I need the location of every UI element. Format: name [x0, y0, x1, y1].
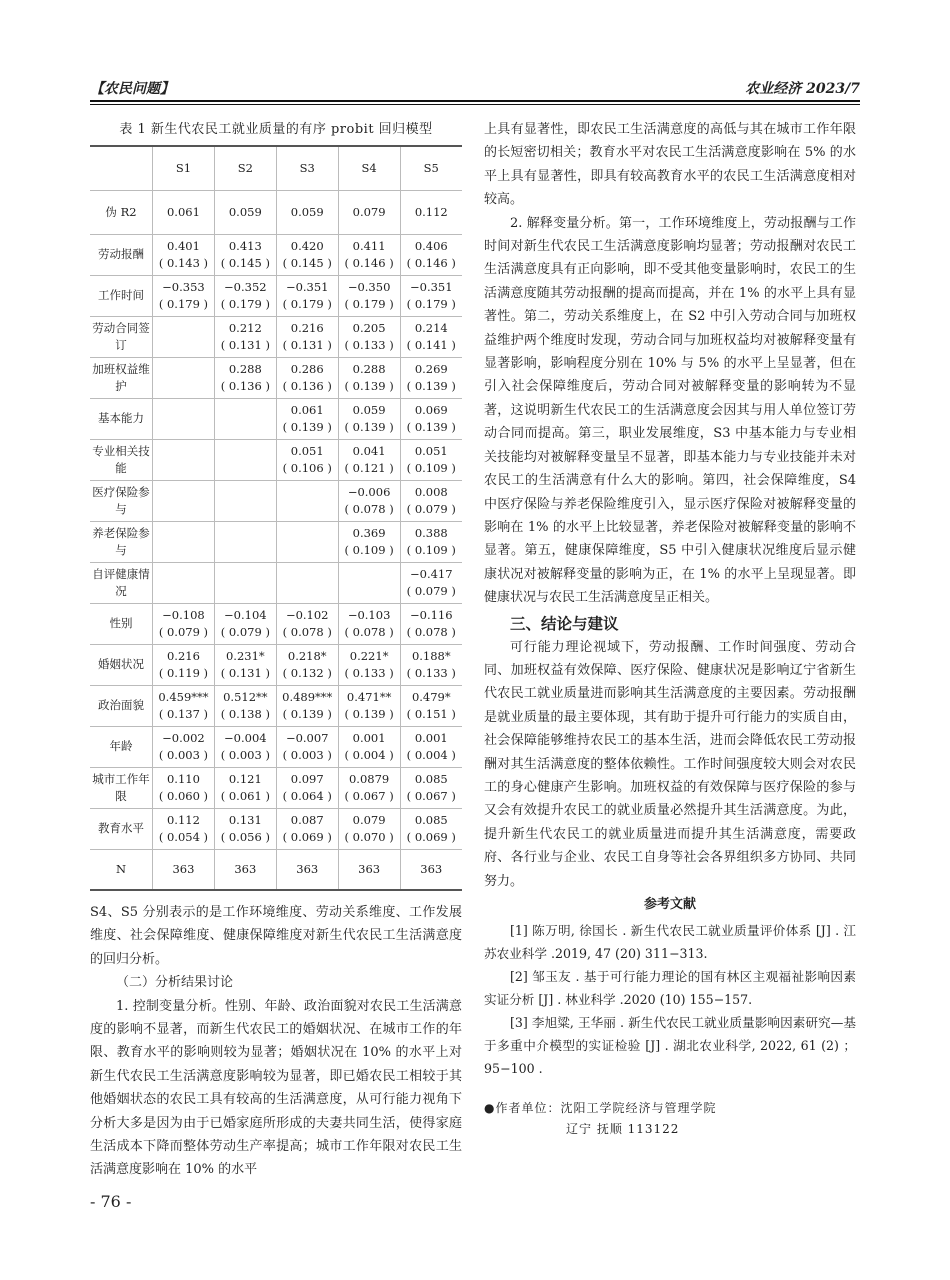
reference-item: [3] 李旭粱, 王华丽 . 新生代农民工就业质量影响因素研究—基于多重中介模型的实证检验 [J] . 湖北农业科学, 2022, 61 (2) ；95−100 . [484, 1015, 856, 1076]
table-cell [214, 316, 276, 357]
table-cell [400, 398, 462, 439]
author-affiliation [484, 1098, 856, 1140]
standard-error: ( 0.054 ) [158, 829, 209, 844]
table-cell [153, 357, 215, 398]
table-cell [214, 190, 276, 234]
coefficient: 0.097 [290, 771, 324, 786]
coefficient: 0.061 [166, 204, 200, 219]
row-label: 性别 [90, 603, 153, 644]
table-row [90, 767, 462, 808]
paragraph: 可行能力理论视域下，劳动报酬、工作时间强度、劳动合同、加班权益有效保障、医疗保险、健康状况是影响辽宁省新生代农民工就业质量进而影响其生活满意度的主要因素。劳动报酬是就业质量的最主要体现，其有助于提升可行能力的实质自由，社会保障能够维持农民工的基本生活，进而会降低农民工劳动报酬对其生活满意度的整体依赖性。工作时间强度较大则会对农民工的身心健康产生影响。加班权益的有效保障与医疗保险的参与又会有效提升农民工的就业质量必然提升其生活满意度。为此，提升新生代农民工的就业质量进而提升其生活满意度，需要政府、各行业与企业、农民工自身等社会各界组织多方协同、共同努力。 [484, 639, 856, 889]
row-label: 基本能力 [90, 398, 153, 439]
coefficient: 0.079 [352, 204, 386, 219]
author-address: 辽宁 抚顺 113122 [566, 1122, 680, 1136]
table-cell [338, 644, 400, 685]
table-row [90, 521, 462, 562]
bullet-icon: ● [484, 1101, 496, 1115]
coefficient: 0.286 [290, 361, 324, 376]
table-cell [400, 726, 462, 767]
table-cell [338, 603, 400, 644]
standard-error: ( 0.109 ) [406, 542, 456, 557]
standard-error: ( 0.079 ) [406, 583, 456, 598]
standard-error: ( 0.141 ) [406, 337, 456, 352]
table-cell [276, 603, 338, 644]
coefficient: 363 [296, 861, 319, 876]
table-row [90, 398, 462, 439]
table-cell [214, 357, 276, 398]
table-cell [276, 644, 338, 685]
table-cell [214, 644, 276, 685]
standard-error: ( 0.079 ) [158, 624, 209, 639]
coefficient: −0.352 [224, 279, 267, 294]
table-row [90, 808, 462, 849]
table-header-row [90, 146, 462, 190]
regression-table [90, 145, 462, 891]
coefficient: −0.351 [410, 279, 453, 294]
coefficient: 0.369 [352, 525, 386, 540]
coefficient: −0.004 [224, 730, 267, 745]
coefficient: 0.459*** [158, 689, 209, 704]
coefficient: 0.401 [166, 238, 200, 253]
standard-error: ( 0.079 ) [406, 501, 456, 516]
standard-error: ( 0.078 ) [344, 624, 394, 639]
table-cell [153, 190, 215, 234]
row-label: 工作时间 [90, 275, 153, 316]
paragraph: 1. 控制变量分析。性别、年龄、政治面貌对农民工生活满意度的影响不显著，而新生代农民工的婚姻状况、在城市工作的年限、教育水平的影响则较为显著；婚姻状况在 10% 的水平上对新生代农民工生活满意度影响较为显著，即已婚农民工相较于其他婚姻状态的农民工具有较高的生活满意度，从可行能力视角下分析大多是因为由于已婚家庭所形成的夫妻共同生活，使得家庭生活成本下降而整体劳动生产率提高；城市工作年限对农民工生活满意度影响在 10% 的水平 [90, 998, 462, 1178]
standard-error: ( 0.133 ) [406, 665, 456, 680]
standard-error: ( 0.136 ) [282, 378, 332, 393]
table-cell [153, 808, 215, 849]
coefficient: −0.417 [410, 566, 453, 581]
coefficient: 0.489*** [282, 689, 333, 704]
standard-error: ( 0.070 ) [344, 829, 394, 844]
header-rule-thin [90, 104, 860, 105]
table-cell [276, 234, 338, 275]
table-title: 表 1 新生代农民工就业质量的有序 probit 回归模型 [119, 122, 433, 137]
table-header-cell: S5 [400, 146, 462, 190]
table-cell [400, 767, 462, 808]
table-cell [338, 808, 400, 849]
page-number: - 76 - [90, 1192, 132, 1211]
standard-error: ( 0.109 ) [406, 460, 456, 475]
coefficient: 0.110 [166, 771, 200, 786]
standard-error: ( 0.136 ) [220, 378, 270, 393]
table-cell [153, 562, 215, 603]
row-label: 专业相关技能 [90, 439, 153, 480]
left-column [90, 118, 462, 1182]
table-cell [214, 849, 276, 890]
table-cell [153, 398, 215, 439]
coefficient: 363 [358, 861, 381, 876]
standard-error: ( 0.138 ) [220, 706, 270, 721]
standard-error: ( 0.139 ) [344, 706, 394, 721]
coefficient: 0.112 [414, 204, 448, 219]
table-cell [276, 190, 338, 234]
standard-error: ( 0.132 ) [282, 665, 332, 680]
standard-error: ( 0.067 ) [344, 788, 394, 803]
table-cell [338, 275, 400, 316]
standard-error: ( 0.131 ) [220, 337, 270, 352]
table-row [90, 685, 462, 726]
coefficient: 0.0879 [348, 771, 390, 786]
standard-error: ( 0.064 ) [282, 788, 332, 803]
standard-error: ( 0.137 ) [158, 706, 209, 721]
row-label: 劳动报酬 [90, 234, 153, 275]
coefficient: 0.188* [411, 648, 451, 663]
table-cell [276, 685, 338, 726]
table-row [90, 275, 462, 316]
table-cell [214, 808, 276, 849]
standard-error: ( 0.109 ) [344, 542, 394, 557]
row-label: 自评健康情况 [90, 562, 153, 603]
table-cell [153, 234, 215, 275]
table-row [90, 562, 462, 603]
coefficient: 0.085 [414, 812, 448, 827]
table-cell [276, 439, 338, 480]
coefficient: 0.288 [352, 361, 386, 376]
standard-error: ( 0.004 ) [344, 747, 394, 762]
table-cell [338, 439, 400, 480]
running-header [90, 78, 860, 100]
standard-error: ( 0.079 ) [220, 624, 270, 639]
table-cell [400, 849, 462, 890]
table-cell [400, 644, 462, 685]
coefficient: 0.218* [287, 648, 327, 663]
row-label: 伪 R2 [90, 190, 153, 234]
table-cell [214, 439, 276, 480]
paragraph: 2. 解释变量分析。第一，工作环境维度上，劳动报酬与工作时间对新生代农民工生活满意度影响均显著；劳动报酬对农民工生活满意度具有正向影响，即不受其他变量影响时，农民工的生活满意度随其劳动报酬的提高而提高，并在 1% 的水平上具有显著性。第二，劳动关系维度上，在 S2 中引入劳动合同与加班权益维护两个维度时发现，劳动合同与加班权益均对被解释变量有显著影响，影响程度分别在 10% 与 5% 的水平上呈显著，但在引入社会保障维度后，劳动合同对被解释变量的影响转为不显著，这说明新生代农民工的生活满意度会因其与用人单位签订劳动合同而提高。第三，职业发展维度，S3 中基本能力与专业相关技能均对被解释变量呈不显著，即基本能力与专业技能并未对农民工的生活满意有什么大的影响。第四，社会保障维度，S4 中医疗保险与养老保险维度引入，显示医疗保险对被解释变量的影响在 1% 的水平上比较显著，养老保险对被解释变量的影响不显著。第五，健康保障维度，S5 中引入健康状况维度后显示健康状况对被解释变量的影响为正，在 1% 的水平上呈现显著。即健康状况与农民工生活满意度呈正相关。 [484, 215, 856, 606]
paragraph: 上具有显著性，即农民工生活满意度的高低与其在城市工作年限的长短密切相关；教育水平对农民工生活满意度影响在 5% 的水平上具有显著性，即具有较高教育水平的农民工生活满意度相对较高。 [484, 122, 856, 208]
column-tag: 【农民问题】 [90, 81, 174, 97]
table-row [90, 644, 462, 685]
table-row [90, 190, 462, 234]
table-cell [276, 562, 338, 603]
coefficient: 0.001 [352, 730, 386, 745]
coefficient: 0.413 [228, 238, 262, 253]
table-cell [276, 398, 338, 439]
row-label: 养老保险参与 [90, 521, 153, 562]
header-rule [90, 100, 860, 102]
table-cell [400, 521, 462, 562]
coefficient: 0.079 [352, 812, 386, 827]
standard-error: ( 0.151 ) [406, 706, 456, 721]
table-cell [338, 726, 400, 767]
standard-error: ( 0.139 ) [282, 706, 332, 721]
table-header-cell: S3 [276, 146, 338, 190]
row-label: 教育水平 [90, 808, 153, 849]
section-heading: 三、结论与建议 [510, 614, 619, 633]
standard-error: ( 0.056 ) [220, 829, 270, 844]
table-cell [153, 767, 215, 808]
paragraph: S4、S5 分别表示的是工作环境维度、劳动关系维度、工作发展维度、社会保障维度、健康保障维度对新生代农民工生活满意度的回归分析。 [90, 905, 462, 967]
coefficient: 0.008 [414, 484, 448, 499]
table-cell [276, 357, 338, 398]
coefficient: 0.061 [290, 402, 324, 417]
table-row [90, 234, 462, 275]
table-cell [338, 480, 400, 521]
coefficient: −0.007 [285, 730, 329, 745]
reference-item: [2] 邹玉友 . 基于可行能力理论的国有林区主观福祉影响因素实证分析 [J] . 林业科学 .2020 (10) 155−157. [484, 969, 856, 1007]
table-cell [338, 849, 400, 890]
standard-error: ( 0.069 ) [282, 829, 332, 844]
coefficient: 0.411 [352, 238, 386, 253]
table-cell [338, 398, 400, 439]
table-cell [214, 767, 276, 808]
standard-error: ( 0.143 ) [158, 255, 209, 270]
table-cell [214, 398, 276, 439]
coefficient: 0.087 [290, 812, 324, 827]
author-unit: 作者单位：沈阳工学院经济与管理学院 [495, 1101, 717, 1115]
standard-error: ( 0.145 ) [282, 255, 332, 270]
table-header-cell: S2 [214, 146, 276, 190]
coefficient: 363 [234, 861, 257, 876]
subheading: （二）分析结果讨论 [116, 975, 234, 991]
table-cell [153, 480, 215, 521]
table-cell [338, 357, 400, 398]
standard-error: ( 0.078 ) [282, 624, 332, 639]
row-label: 婚姻状况 [90, 644, 153, 685]
standard-error: ( 0.003 ) [158, 747, 209, 762]
standard-error: ( 0.078 ) [406, 624, 456, 639]
table-cell [153, 275, 215, 316]
table-cell [400, 439, 462, 480]
standard-error: ( 0.061 ) [220, 788, 270, 803]
table-cell [153, 685, 215, 726]
table-cell [153, 849, 215, 890]
coefficient: 0.406 [414, 238, 448, 253]
table-cell [214, 562, 276, 603]
coefficient: 0.131 [228, 812, 262, 827]
table-cell [400, 562, 462, 603]
table-cell [400, 190, 462, 234]
table-row [90, 439, 462, 480]
standard-error: ( 0.133 ) [344, 665, 394, 680]
standard-error: ( 0.179 ) [344, 296, 394, 311]
coefficient: 0.231* [225, 648, 265, 663]
table-cell [276, 767, 338, 808]
table-cell [214, 480, 276, 521]
table-cell [276, 480, 338, 521]
standard-error: ( 0.131 ) [220, 665, 270, 680]
standard-error: ( 0.179 ) [406, 296, 456, 311]
table-cell [338, 521, 400, 562]
row-label: 年龄 [90, 726, 153, 767]
table-cell [400, 234, 462, 275]
reference-item: [1] 陈万明, 徐国长 . 新生代农民工就业质量评价体系 [J] . 江苏农业科学 .2019, 47 (20) 311−313. [484, 923, 856, 961]
table-header-cell: S1 [153, 146, 215, 190]
standard-error: ( 0.139 ) [344, 419, 394, 434]
coefficient: 0.112 [166, 812, 200, 827]
table-cell [153, 726, 215, 767]
table-cell [214, 603, 276, 644]
coefficient: 0.471** [346, 689, 392, 704]
table-cell [400, 603, 462, 644]
coefficient: 0.059 [352, 402, 386, 417]
coefficient: 0.221* [349, 648, 389, 663]
table-row [90, 849, 462, 890]
table-cell [276, 726, 338, 767]
table-cell [276, 849, 338, 890]
standard-error: ( 0.139 ) [406, 419, 456, 434]
table-cell [153, 644, 215, 685]
standard-error: ( 0.131 ) [282, 337, 332, 352]
coefficient: 0.059 [228, 204, 262, 219]
coefficient: 363 [420, 861, 443, 876]
table-cell [338, 767, 400, 808]
standard-error: ( 0.121 ) [344, 460, 394, 475]
standard-error: ( 0.069 ) [406, 829, 456, 844]
standard-error: ( 0.146 ) [406, 255, 456, 270]
table-cell [400, 480, 462, 521]
coefficient: 0.288 [228, 361, 262, 376]
coefficient: 0.001 [414, 730, 448, 745]
coefficient: −0.006 [347, 484, 391, 499]
table-cell [153, 316, 215, 357]
table-cell [153, 521, 215, 562]
coefficient: 0.085 [414, 771, 448, 786]
table-row [90, 603, 462, 644]
references-heading: 参考文献 [643, 897, 696, 912]
coefficient: 0.051 [414, 443, 448, 458]
table-cell [338, 685, 400, 726]
table-cell [400, 316, 462, 357]
table-cell [276, 316, 338, 357]
coefficient: 0.212 [228, 320, 262, 335]
standard-error: ( 0.145 ) [220, 255, 270, 270]
table-cell [400, 357, 462, 398]
coefficient: −0.350 [347, 279, 391, 294]
coefficient: −0.116 [410, 607, 453, 622]
standard-error: ( 0.179 ) [158, 296, 209, 311]
row-label: 加班权益维护 [90, 357, 153, 398]
table-cell [153, 603, 215, 644]
table-cell [153, 439, 215, 480]
standard-error: ( 0.179 ) [282, 296, 332, 311]
table-cell [276, 808, 338, 849]
table-cell [214, 685, 276, 726]
table-row [90, 726, 462, 767]
coefficient: −0.104 [224, 607, 267, 622]
coefficient: 0.069 [414, 402, 448, 417]
coefficient: 363 [172, 861, 195, 876]
coefficient: 0.388 [414, 525, 448, 540]
coefficient: 0.216 [290, 320, 324, 335]
standard-error: ( 0.133 ) [344, 337, 394, 352]
table-cell [338, 316, 400, 357]
coefficient: 0.051 [290, 443, 324, 458]
coefficient: 0.059 [290, 204, 324, 219]
coefficient: 0.121 [228, 771, 262, 786]
coefficient: 0.512** [223, 689, 268, 704]
standard-error: ( 0.146 ) [344, 255, 394, 270]
coefficient: −0.002 [162, 730, 205, 745]
table-cell [400, 808, 462, 849]
row-label: 医疗保险参与 [90, 480, 153, 521]
standard-error: ( 0.139 ) [344, 378, 394, 393]
table-cell [338, 562, 400, 603]
table-cell [276, 275, 338, 316]
table-cell [338, 190, 400, 234]
standard-error: ( 0.067 ) [406, 788, 456, 803]
coefficient: −0.103 [347, 607, 391, 622]
coefficient: 0.214 [414, 320, 448, 335]
row-label: 城市工作年限 [90, 767, 153, 808]
table-cell [214, 234, 276, 275]
coefficient: 0.269 [414, 361, 448, 376]
journal-issue: 农业经济 2023/7 [745, 81, 860, 97]
table-cell [338, 234, 400, 275]
coefficient: 0.420 [290, 238, 324, 253]
standard-error: ( 0.179 ) [220, 296, 270, 311]
coefficient: 0.205 [352, 320, 386, 335]
table-header-cell [90, 146, 153, 190]
standard-error: ( 0.078 ) [344, 501, 394, 516]
coefficient: 0.041 [352, 443, 386, 458]
table-cell [214, 521, 276, 562]
table-row [90, 316, 462, 357]
coefficient: 0.216 [166, 648, 200, 663]
table-cell [276, 521, 338, 562]
coefficient: −0.108 [162, 607, 205, 622]
table-cell [214, 726, 276, 767]
standard-error: ( 0.004 ) [406, 747, 456, 762]
coefficient: −0.353 [162, 279, 205, 294]
standard-error: ( 0.139 ) [406, 378, 456, 393]
standard-error: ( 0.139 ) [282, 419, 332, 434]
table-row [90, 480, 462, 521]
standard-error: ( 0.060 ) [158, 788, 209, 803]
row-label: 政治面貌 [90, 685, 153, 726]
standard-error: ( 0.003 ) [282, 747, 332, 762]
coefficient: 0.479* [411, 689, 451, 704]
table-row [90, 357, 462, 398]
table-cell [214, 275, 276, 316]
table-cell [400, 685, 462, 726]
table-header-cell: S4 [338, 146, 400, 190]
row-label: N [90, 849, 153, 890]
coefficient: −0.351 [285, 279, 329, 294]
coefficient: −0.102 [285, 607, 329, 622]
table-cell [400, 275, 462, 316]
right-column [484, 118, 856, 1140]
standard-error: ( 0.119 ) [158, 665, 209, 680]
standard-error: ( 0.003 ) [220, 747, 270, 762]
standard-error: ( 0.106 ) [282, 460, 332, 475]
row-label: 劳动合同签订 [90, 316, 153, 357]
